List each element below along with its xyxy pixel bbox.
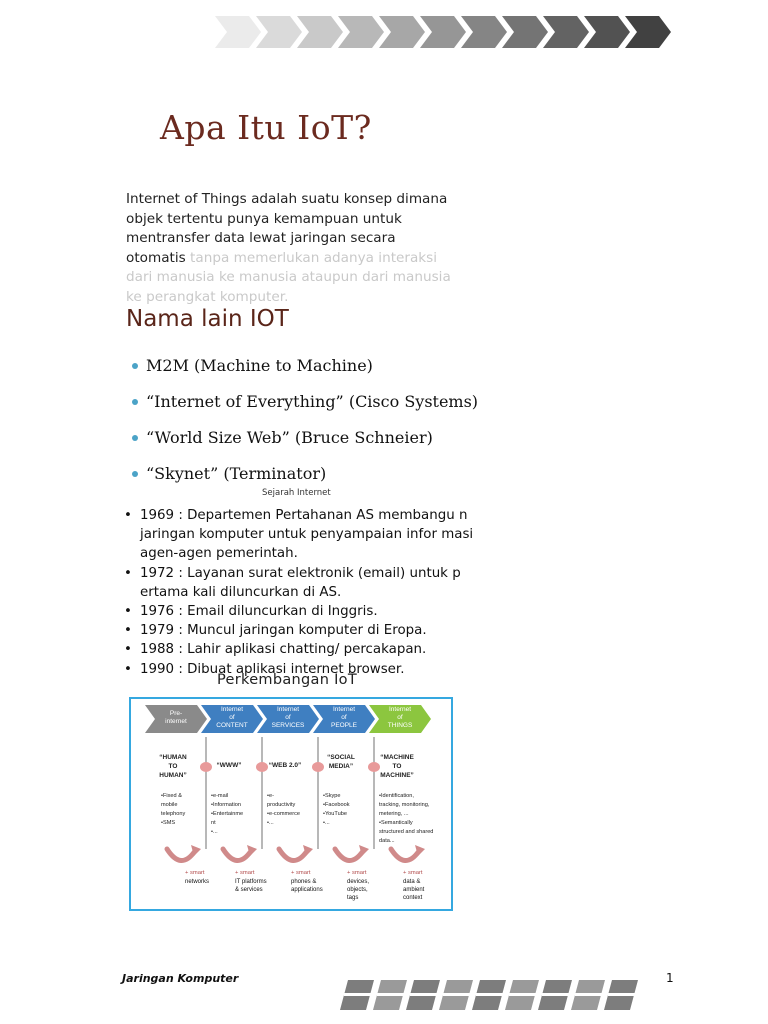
detail-text: structured and shared — [379, 829, 434, 835]
curved-arrow-icon — [335, 849, 363, 861]
smart-label: tags — [347, 895, 359, 901]
chevron-shape — [461, 16, 507, 48]
concept-label: TO — [392, 763, 402, 770]
intro-faded-text: tanpa memerlukan adanya interaksi dari manusia ke manusia ataupun dari manusia ke perangkat komputer. — [126, 249, 451, 305]
history-item — [124, 621, 474, 640]
detail-text: nt — [211, 820, 216, 826]
history-text: 1979 : Muncul jaringan komputer di Eropa. — [140, 623, 427, 639]
history-text: 1972 : Layanan surat elektronik (email) untuk p ertama kali diluncurkan di AS. — [140, 565, 461, 600]
chevron-shape — [625, 16, 671, 48]
chevron-shape — [338, 16, 384, 48]
detail-text: telephony — [161, 811, 186, 817]
history-bullet: • — [124, 565, 132, 581]
smart-prefix: + smart — [403, 870, 423, 876]
nama-lain-heading: Nama lain IOT — [126, 306, 289, 332]
chevron-divider — [509, 993, 539, 996]
detail-text: tracking, monitoring, — [379, 802, 430, 808]
timeline-node — [200, 762, 212, 772]
history-bullet: • — [124, 508, 132, 523]
history-item — [124, 564, 474, 602]
smart-prefix: + smart — [235, 870, 255, 876]
alias-item — [132, 424, 478, 460]
stage-label: Internet — [388, 706, 412, 713]
concept-label: “SOCIAL — [327, 754, 355, 761]
history-text: 1988 : Lahir aplikasi chatting/ percakapan. — [140, 642, 427, 658]
detail-text: metering, ... — [379, 811, 409, 817]
stage-label: of — [285, 714, 291, 721]
timeline-node — [368, 762, 380, 772]
stage-label: PEOPLE — [330, 722, 358, 729]
bottom-chevron-band — [340, 980, 645, 1010]
history-item — [124, 602, 474, 621]
detail-text: •Entertainme — [211, 811, 244, 817]
history-text: 1969 : Departemen Pertahanan AS membangu n jaringan komputer untuk penyampaian infor masi agen-agen pemerintah. — [140, 508, 474, 562]
stage-label: SERVICES — [271, 722, 305, 729]
detail-text: •Identification, — [379, 793, 414, 799]
curved-arrow-icon — [223, 849, 251, 861]
chevron-divider — [344, 993, 374, 996]
page-number: 1 — [666, 971, 674, 985]
concept-label: “WEB 2.0” — [268, 762, 302, 769]
top-chevron-band — [215, 16, 695, 48]
chevron-shape — [502, 16, 548, 48]
smart-prefix: + smart — [347, 870, 367, 876]
curved-arrow-icon — [279, 849, 307, 861]
alias-text: “Skynet” (Terminator) — [146, 464, 327, 483]
timeline-node — [256, 762, 268, 772]
smart-label: objects, — [347, 887, 368, 893]
history-bullet: • — [124, 661, 132, 677]
bullet-dot-icon — [132, 399, 138, 405]
smart-label: context — [403, 895, 423, 901]
alias-item — [132, 352, 478, 388]
stage-label: of — [341, 714, 347, 721]
stage-label: Pre- — [169, 710, 183, 717]
concept-label: “HUMAN — [159, 754, 187, 761]
detail-text: •Skype — [323, 793, 341, 799]
chevron-divider — [410, 993, 440, 996]
chevron-shape — [297, 16, 343, 48]
detail-text: mobile — [161, 802, 178, 808]
detail-text: productivity — [267, 802, 296, 808]
intro-paragraph — [126, 190, 456, 308]
stage-label: CONTENT — [216, 722, 248, 729]
smart-prefix: + smart — [185, 870, 205, 876]
detail-text: data... — [379, 838, 395, 844]
smart-label: data & — [403, 879, 421, 885]
detail-text: •... — [323, 820, 330, 826]
detail-text: •YouTube — [323, 811, 347, 817]
chevron-divider — [377, 993, 407, 996]
concept-label: TO — [168, 763, 178, 770]
detail-text: •e- — [267, 793, 274, 799]
smart-prefix: + smart — [291, 870, 311, 876]
detail-text: •Information — [211, 802, 241, 808]
chevron-divider — [443, 993, 473, 996]
bullet-dot-icon — [132, 363, 138, 369]
chevron-shape — [256, 16, 302, 48]
alias-text: “Internet of Everything” (Cisco Systems) — [146, 392, 479, 411]
chevron-divider — [542, 993, 572, 996]
stage-label: Internet — [276, 706, 300, 713]
footer-label: Jaringan Komputer — [122, 972, 239, 985]
alias-list — [132, 352, 478, 496]
sejarah-internet-label: Sejarah Internet — [262, 488, 331, 498]
history-bullet: • — [124, 604, 132, 620]
iot-evolution-diagram — [129, 697, 453, 911]
stage-label: internet — [165, 718, 187, 725]
smart-label: IT platforms — [235, 879, 267, 885]
smart-label: networks — [185, 879, 210, 885]
stage-label: Internet — [332, 706, 356, 713]
chevron-divider — [476, 993, 506, 996]
alias-text: M2M (Machine to Machine) — [146, 356, 373, 375]
concept-label: “MACHINE — [380, 754, 414, 761]
detail-text: •... — [267, 820, 274, 826]
smart-label: devices, — [347, 879, 370, 885]
history-list — [124, 506, 474, 679]
detail-text: •Facebook — [323, 802, 350, 808]
intro-main-text: Internet of Things adalah suatu konsep dimana objek tertentu punya kemampuan untuk mentransfer data lewat jaringan secara otomatis — [126, 191, 448, 266]
bullet-dot-icon — [132, 471, 138, 477]
stage-label: of — [229, 714, 235, 721]
history-text: 1990 : Dibuat aplikasi internet browser. — [140, 661, 405, 677]
detail-text: •... — [211, 829, 218, 835]
concept-label: MACHINE” — [380, 772, 414, 779]
alias-item — [132, 388, 478, 424]
chevron-shape — [420, 16, 466, 48]
perkembangan-iot-title: Perkembangan IoT — [217, 672, 358, 688]
curved-arrow-icon — [167, 849, 195, 861]
concept-label: “WWW” — [216, 762, 242, 769]
detail-text: •SMS — [161, 820, 176, 826]
alias-text: “World Size Web” (Bruce Schneier) — [146, 428, 433, 447]
chevron-divider — [575, 993, 605, 996]
chevron-shape — [379, 16, 425, 48]
history-item — [124, 640, 474, 659]
history-text: 1976 : Email diluncurkan di Inggris. — [140, 604, 378, 620]
page-title: Apa Itu IoT? — [160, 108, 372, 147]
curved-arrow-icon — [391, 849, 419, 861]
chevron-shape — [543, 16, 589, 48]
stage-label: THINGS — [387, 722, 413, 729]
history-bullet: • — [124, 623, 132, 639]
history-bullet: • — [124, 642, 132, 658]
stage-label: Internet — [220, 706, 244, 713]
timeline-node — [312, 762, 324, 772]
detail-text: •Semantically — [379, 820, 413, 826]
smart-label: applications — [291, 887, 323, 893]
smart-label: ambient — [403, 887, 425, 893]
chevron-shape — [215, 16, 261, 48]
chevron-shape — [584, 16, 630, 48]
concept-label: MEDIA” — [328, 763, 354, 770]
smart-label: & services — [235, 887, 263, 893]
history-item — [124, 506, 474, 564]
smart-label: phones & — [291, 879, 317, 885]
concept-label: HUMAN” — [159, 772, 187, 779]
detail-text: •e-commerce — [267, 811, 301, 817]
chevron-divider — [608, 993, 638, 996]
bullet-dot-icon — [132, 435, 138, 441]
detail-text: •Fixed & — [161, 793, 182, 799]
stage-label: of — [397, 714, 403, 721]
detail-text: •e-mail — [211, 793, 229, 799]
